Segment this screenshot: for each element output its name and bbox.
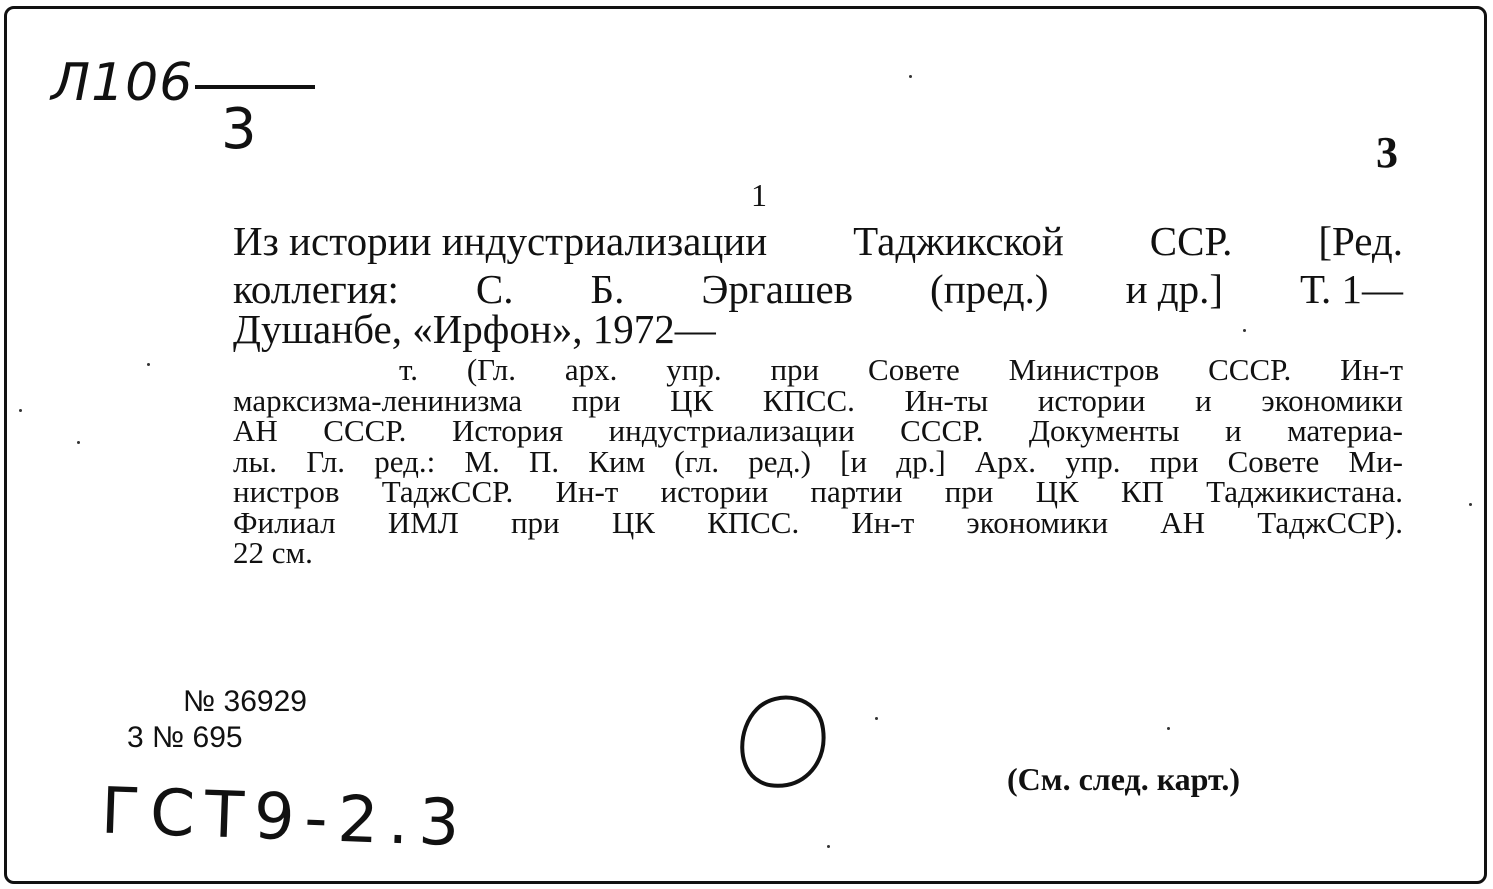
inventory-number: № 36929 (183, 685, 307, 718)
description-line: АН СССР. История индустриализации СССР. Документы и материа- (233, 413, 1403, 448)
shelf-code-handwritten: Л106 (51, 53, 194, 113)
title-word: Б. (590, 266, 625, 312)
speck (1243, 329, 1246, 332)
speck (1469, 503, 1472, 506)
speck (77, 441, 80, 444)
secondary-number: 3 № 695 (127, 721, 243, 754)
title-word: [Ред. (1318, 218, 1403, 264)
title-word: и др.] (1125, 266, 1224, 312)
shelf-fraction-line (195, 85, 315, 89)
title-word: Эргашев (701, 266, 854, 312)
speck (875, 717, 878, 720)
title-line-1 (233, 217, 1403, 265)
description-line: Филиал ИМЛ при ЦК КПСС. Ин-т экономики АН ТаджССР). (233, 504, 1403, 540)
description-line: т. (Гл. арх. упр. при Совете Министров СССР. Ин-т (399, 352, 1403, 387)
speck (827, 845, 830, 848)
title-word: Из истории индустриализации (233, 218, 768, 264)
title-word: Т. 1— (1300, 266, 1403, 312)
volume-number: 1 (751, 177, 767, 213)
continued-note: (См. след. карт.) (1007, 761, 1240, 797)
punch-hole-icon (729, 689, 829, 799)
title-word: ССР. (1149, 218, 1233, 264)
description-line: марксизма-ленинизма при ЦК КПСС. Ин-ты истории и экономики (233, 382, 1403, 418)
description-line: нистров ТаджССР. Ин-т истории партии при ЦК КП Таджикистана. (233, 474, 1403, 509)
title-word: Таджикской (853, 218, 1064, 264)
shelf-denominator-handwritten: 3 (221, 97, 257, 162)
publisher-imprint: Душанбе, «Ирфон», 1972— (233, 306, 716, 352)
series-description (233, 352, 1403, 570)
title-word: (пред.) (930, 266, 1049, 312)
description-line: лы. Гл. ред.: М. П. Ким (гл. ред.) [и др.] Арх. упр. при Совете Ми- (233, 443, 1403, 479)
speck (19, 409, 22, 412)
catalog-card (4, 6, 1487, 884)
speck (147, 363, 150, 366)
title-line-3 (233, 305, 1403, 353)
title-word: С. (475, 266, 514, 312)
speck (1167, 727, 1170, 730)
handwritten-call-code: ГСТ9-2.3 (99, 774, 471, 862)
title-word: коллегия: (233, 266, 399, 312)
card-number: 3 (1376, 128, 1398, 177)
speck (909, 75, 912, 78)
description-line: 22 см. (233, 535, 313, 570)
